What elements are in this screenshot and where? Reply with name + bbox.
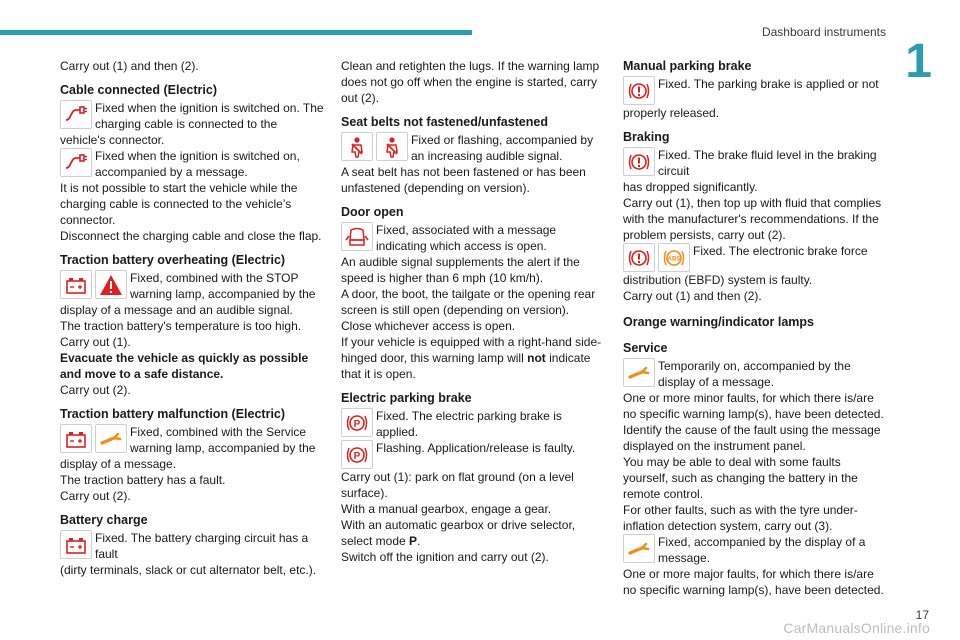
manual-text: Fixed. The parking brake is applied or not — [658, 77, 879, 91]
malfunction-p1: The traction battery has a fault. — [60, 473, 226, 487]
service-p3: You may be able to deal with some faults yourself, such as changing the battery in the remote control. — [623, 455, 858, 501]
traction-battery-icon — [60, 424, 92, 453]
heading-electric-parking-brake: Electric parking brake — [341, 391, 472, 405]
door-p4-c: indicate that it is open. — [341, 351, 591, 381]
seatbelts-p1: A seat belt has not been fastened or has been unfastened (depending on version). — [341, 165, 586, 195]
door-p2: A door, the boot, the tailgate or the opening rear screen is still open (depending on version). — [341, 287, 596, 317]
epb-p3-bold: P — [409, 534, 418, 548]
cable-b-text: Fixed when the ignition is switched on, accompanied by a message. — [95, 149, 300, 179]
overheat-p1: The traction battery's temperature is too high. — [60, 319, 302, 333]
epb-p3 — [341, 517, 607, 549]
heading-braking: Braking — [623, 130, 670, 144]
door-p1: An audible signal supplements the alert if the speed is higher than 6 mph (10 km/h). — [341, 255, 580, 285]
svg-text:P: P — [353, 450, 361, 462]
epb-p2: With a manual gearbox, engage a gear. — [341, 502, 552, 516]
heading-manual-parking-brake: Manual parking brake — [623, 59, 752, 73]
cable-p2: Disconnect the charging cable and close the flap. — [60, 229, 322, 243]
service-p4: For other faults, such as with the tyre under-inflation detection system, carry out (3). — [623, 503, 858, 533]
svg-text:P: P — [353, 418, 361, 430]
abs-icon — [658, 243, 690, 272]
page-number: 17 — [915, 608, 929, 622]
watermark: CarManualsOnline.info — [783, 620, 930, 636]
heading-cable-connected: Cable connected (Electric) — [60, 83, 217, 97]
seatbelts-text: Fixed or flashing, accompanied by an increasing audible signal. — [411, 133, 594, 163]
braking-text: Fixed. The brake fluid level in the braking circuit — [658, 148, 877, 178]
intro-text: Carry out (1) and then (2). — [60, 59, 199, 73]
overheat-p3: Carry out (2). — [60, 383, 131, 397]
door-open-icon — [341, 222, 373, 251]
service-spanner-icon — [623, 358, 655, 387]
door-p4 — [341, 334, 607, 382]
cable-plug-icon — [60, 100, 92, 129]
ebfd-text: Fixed. The electronic brake force — [693, 244, 868, 258]
cable-p1: It is not possible to start the vehicle while the charging cable is connected to the vehicle’s connector. — [60, 181, 298, 227]
door-p4-bold: not — [527, 351, 546, 365]
exclamation-circle-icon — [623, 147, 655, 176]
overheat-warning: Evacuate the vehicle as quickly as possible and move to a safe distance. — [60, 351, 309, 381]
malfunction-p2: Carry out (2). — [60, 489, 131, 503]
cable-plug-icon — [60, 148, 92, 177]
epb-b-text: Flashing. Application/release is faulty. — [376, 441, 576, 455]
service-p1: One or more minor faults, for which there is/are no specific warning lamp(s), have been detected. — [623, 391, 884, 421]
heading-seatbelts: Seat belts not fastened/unfastened — [341, 115, 548, 129]
cable-a-cont: vehicle's connector. — [60, 133, 165, 147]
exclamation-circle-icon — [623, 243, 655, 272]
service-spanner-icon — [623, 534, 655, 563]
abs-label: ABS — [667, 256, 681, 262]
braking-p1: Carry out (1), then top up with fluid that complies with the manufacturer's recommendations. If the problem persists, carry out (2). — [623, 196, 882, 242]
service-a-text: Temporarily on, accompanied by the display of a message. — [658, 359, 851, 389]
manual-cont: properly released. — [623, 106, 720, 120]
braking-cont: has dropped significantly. — [623, 180, 758, 194]
stop-triangle-icon — [95, 270, 127, 299]
heading-service: Service — [623, 341, 668, 355]
column-1 — [60, 58, 326, 578]
traction-battery-icon — [60, 270, 92, 299]
section-title: Dashboard instruments — [761, 25, 886, 39]
overheat-p2: Carry out (1). — [60, 335, 131, 349]
battery-cont: (dirty terminals, slack or cut alternator belt, etc.). — [60, 563, 317, 577]
heading-orange-lamps: Orange warning/indicator lamps — [623, 315, 815, 329]
epb-a-text: Fixed. The electric parking brake is applied. — [376, 409, 562, 439]
seatbelt-icon — [376, 132, 408, 161]
cable-a-text: Fixed when the ignition is switched on. The charging cable is connected to the — [95, 101, 324, 131]
header-bar — [0, 30, 472, 35]
door-text: Fixed, associated with a message indicating which access is open. — [376, 223, 557, 253]
service-p5: One or more major faults, for which there is/are no specific warning lamp(s), have been detected. — [623, 567, 884, 597]
epb-p3-c: . — [417, 534, 421, 548]
battery-text: Fixed. The battery charging circuit has a fault — [95, 531, 309, 561]
parking-p-icon — [341, 408, 373, 437]
epb-p3-a: With an automatic gearbox or drive selector, select mode — [341, 518, 576, 548]
exclamation-circle-icon — [623, 76, 655, 105]
service-b-text: Fixed, accompanied by the display of a message. — [658, 535, 866, 565]
epb-p4: Switch off the ignition and carry out (2). — [341, 550, 549, 564]
intro-text-2: Clean and retighten the lugs. If the warning lamp does not go off when the engine is started, carry out (2). — [341, 59, 600, 105]
chapter-number: 1 — [905, 35, 932, 88]
door-p3: Close whichever access is open. — [341, 319, 516, 333]
braking-p2: Carry out (1) and then (2). — [623, 289, 762, 303]
overheat-text: Fixed, combined with the STOP warning lamp, accompanied by the — [130, 271, 316, 301]
service-p2: Identify the cause of the fault using the message displayed on the instrument panel. — [623, 423, 881, 453]
heading-door-open: Door open — [341, 205, 404, 219]
malfunction-cont: display of a message. — [60, 457, 177, 471]
epb-p1: Carry out (1): park on flat ground (on a level surface). — [341, 470, 574, 500]
column-2 — [341, 58, 607, 565]
service-spanner-icon — [95, 424, 127, 453]
ebfd-cont: distribution (EBFD) system is faulty. — [623, 273, 813, 287]
heading-malfunction: Traction battery malfunction (Electric) — [60, 407, 286, 421]
column-3 — [623, 58, 889, 598]
overheat-cont: display of a message and an audible signal. — [60, 303, 293, 317]
heading-battery-charge: Battery charge — [60, 513, 148, 527]
heading-overheating: Traction battery overheating (Electric) — [60, 253, 286, 267]
seatbelt-icon — [341, 132, 373, 161]
malfunction-text: Fixed, combined with the Service warning lamp, accompanied by the — [130, 425, 316, 455]
battery-icon — [60, 530, 92, 559]
door-p4-a: If your vehicle is equipped with a right-hand side-hinged door, this warning lamp will — [341, 335, 602, 365]
parking-p-icon — [341, 440, 373, 469]
